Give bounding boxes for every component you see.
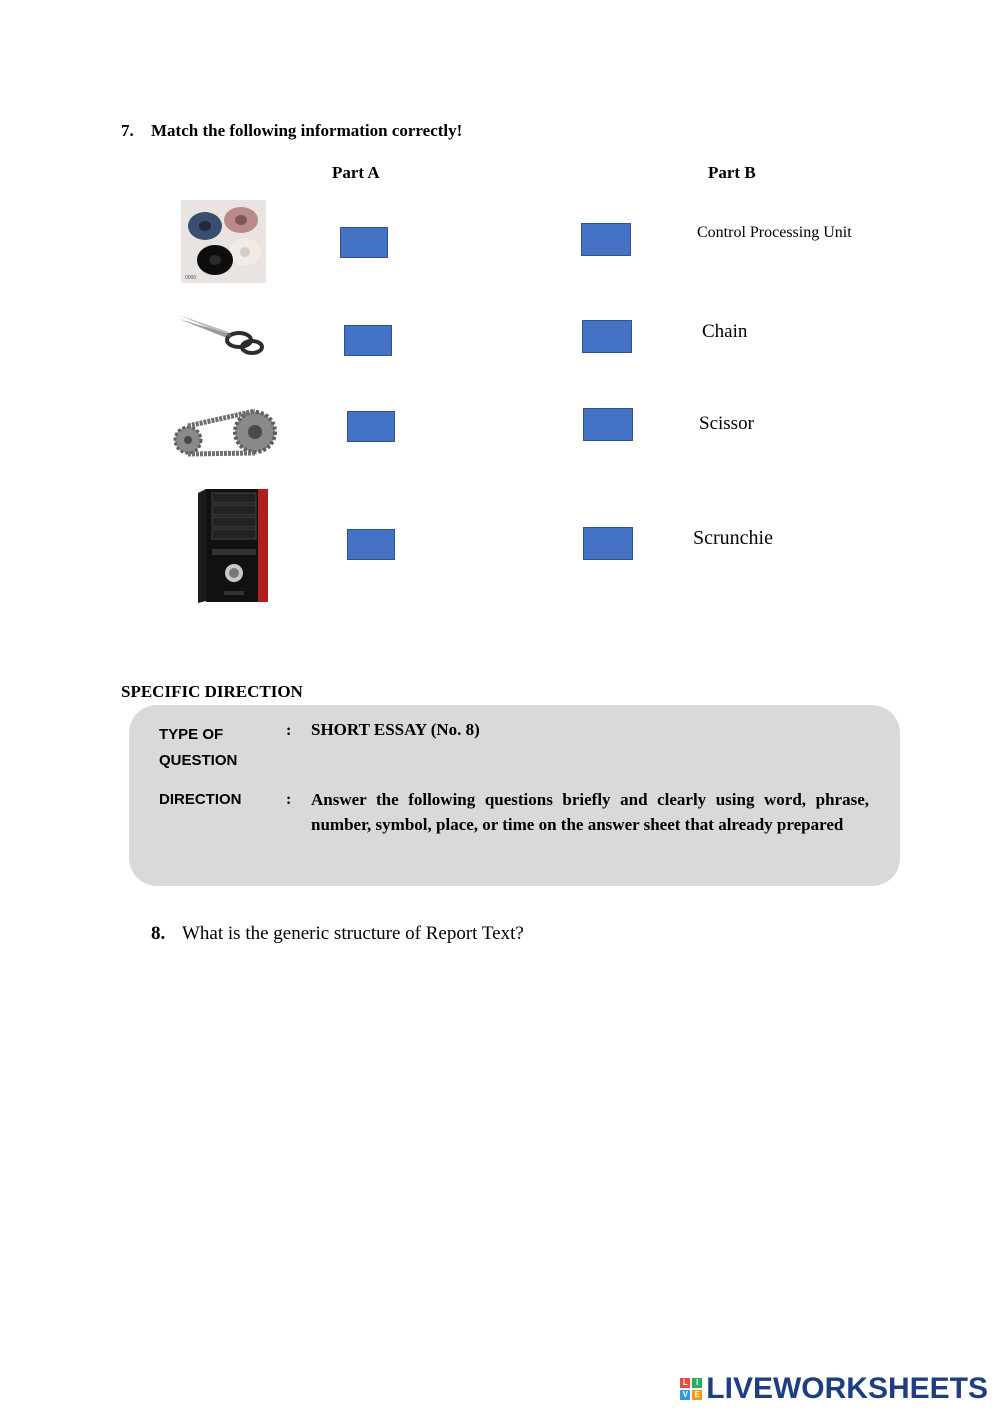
question-number: 7. [121,121,134,140]
logo-letter-v: V [680,1390,690,1400]
type-label-line-1: TYPE OF [159,726,224,743]
chain-image [170,406,278,460]
direction-value: Answer the following questions briefly and clearly using word, phrase, number, symbol, place, or time on the answer sheet that already prepared [311,790,869,834]
question-7-heading [121,121,462,141]
logo-letter-i: I [692,1378,702,1388]
logo-text: LIVEWORKSHEETS [706,1372,988,1405]
type-colon: : [286,722,292,739]
question-text: Match the following information correctly! [151,121,463,140]
part-a-header: Part A [332,163,380,182]
scissors-image [177,312,265,358]
direction-colon: : [286,791,292,808]
part-a-answer-box-3[interactable] [347,411,395,442]
scrunchie-image [181,200,266,283]
type-of-question-label [159,722,237,774]
direction-panel [129,705,900,886]
image-caption: 0000 [185,275,197,281]
part-b-answer-box-1[interactable] [581,223,631,256]
logo-icon [680,1378,702,1400]
computer-case-image [198,487,270,605]
part-b-item-1: Control Processing Unit [697,224,852,241]
part-a-answer-box-4[interactable] [347,529,395,560]
part-b-answer-box-3[interactable] [583,408,633,441]
direction-label: DIRECTION [159,791,242,808]
question-8-text: What is the generic structure of Report Text? [182,923,524,944]
part-a-answer-box-2[interactable] [344,325,392,356]
type-of-question-value: SHORT ESSAY (No. 8) [311,720,480,739]
part-b-answer-box-2[interactable] [582,320,632,353]
specific-direction-heading: SPECIFIC DIRECTION [121,682,303,701]
part-b-item-4: Scrunchie [693,527,773,549]
part-b-item-3: Scissor [699,413,754,434]
logo-letter-e: E [692,1390,702,1400]
type-label-line-2: QUESTION [159,752,238,769]
logo-letter-l: L [680,1378,690,1388]
liveworksheets-logo [680,1372,988,1406]
question-8 [151,923,524,945]
part-a-answer-box-1[interactable] [340,227,388,258]
part-b-answer-box-4[interactable] [583,527,633,560]
part-b-header: Part B [708,163,756,182]
question-8-number: 8. [151,923,166,944]
part-b-item-2: Chain [702,321,748,342]
